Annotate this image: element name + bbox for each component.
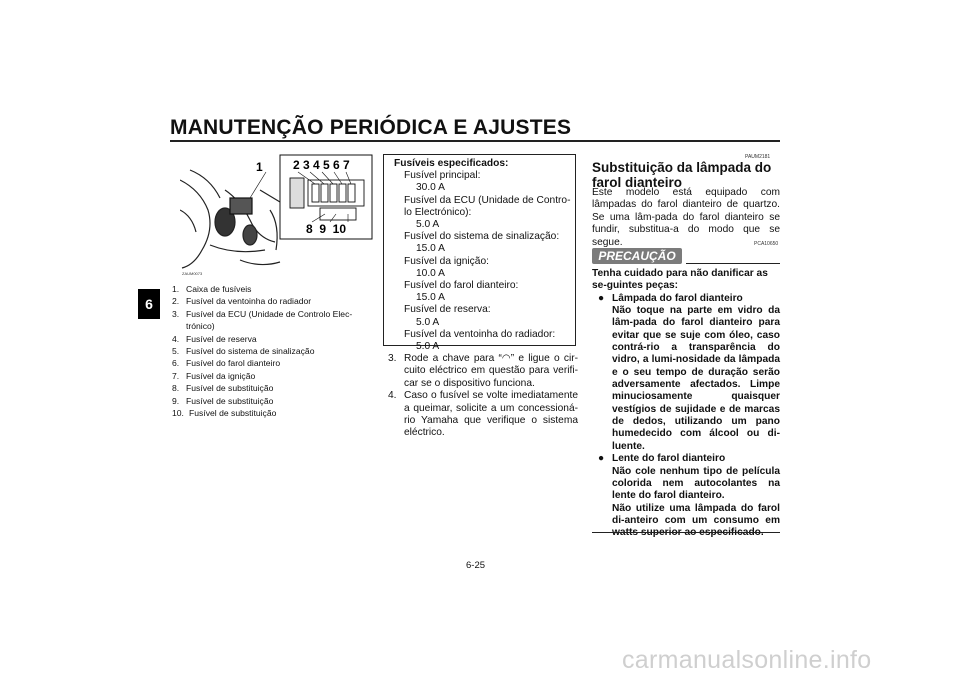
caution-end-rule — [592, 532, 780, 533]
legend-text: Fusível de substituição — [186, 383, 274, 394]
step-text-part: Caso o fusível se volte imediatamente a queimar, solicite a um concessioná-rio Yamaha que verifique o sistema eléctrico. — [404, 390, 578, 439]
spec-label: Fusível da ECU (Unidade de Contro-lo Electrónico): — [404, 194, 571, 218]
callout-bottom-row: 8 9 10 — [306, 222, 347, 236]
caution-bullet-text: Não toque na parte em vidro da lâm-pada do farol dianteiro para evitar que se suje com óleo, caso contrá-rio a transparência do vidro, a lumi-nosidade da lâmpada e o seu tempo de duração serão adversamente afectados. Limpe minuciosamente quaisquer vestígios de sujidade e de marcas de dedos, utilizando um pano humedecido com álcool ou di-luente. — [612, 305, 780, 452]
spec-label: Fusível de reserva: — [404, 304, 491, 316]
legend-item — [172, 345, 372, 357]
legend-number: 1. — [172, 284, 180, 294]
spec-value: 5.0 A — [416, 219, 440, 231]
caution-text — [592, 268, 780, 540]
callout-1: 1 — [256, 160, 263, 174]
chapter-tab: 6 — [138, 289, 160, 319]
step-text — [404, 353, 578, 390]
legend-item — [172, 308, 372, 333]
legend-text: Caixa de fusíveis — [186, 284, 252, 294]
legend-item — [172, 295, 372, 307]
bullet-icon: ● — [598, 292, 605, 304]
legend-item — [172, 370, 372, 382]
legend-number: 8. — [172, 383, 180, 394]
caution-bullet-text: Não cole nenhum tipo de película colorida nem autocolantes na lente do farol dianteiro. — [612, 465, 780, 502]
figure-legend — [172, 283, 372, 419]
legend-text: Fusível da ignição — [186, 370, 256, 381]
page-title: MANUTENÇÃO PERIÓDICA E AJUSTES — [170, 116, 572, 139]
legend-number: 2. — [172, 296, 180, 307]
step-text-part: ” e ligue o cir-cuito eléctrico em questão para verifi-car se o dispositivo funciona. — [404, 353, 579, 389]
legend-text: Fusível de substituição — [189, 408, 277, 419]
legend-text: Fusível da ventoinha do radiador — [186, 296, 312, 307]
legend-text: Fusível de reserva — [186, 333, 257, 344]
legend-text: Fusível de substituição — [186, 395, 274, 406]
legend-item — [172, 333, 372, 345]
fuse-box-figure — [180, 150, 373, 280]
legend-item — [172, 357, 372, 369]
legend-item — [172, 382, 372, 394]
caution-bullet-2 — [592, 453, 780, 465]
caution-bullet-1 — [592, 293, 780, 305]
caution-rule — [686, 263, 780, 264]
legend-text: Fusível do sistema de sinalização — [186, 346, 315, 357]
spec-value: 30.0 A — [416, 182, 445, 194]
spec-label: Fusível da ignição: — [404, 255, 489, 267]
caution-bullet-head: Lâmpada do farol dianteiro — [612, 292, 743, 304]
spec-value: 5.0 A — [416, 341, 440, 353]
legend-number: 3. — [172, 308, 180, 319]
step-number: 3. — [388, 353, 397, 364]
legend-text: Fusível do farol dianteiro — [186, 358, 281, 369]
legend-number: 10. — [172, 408, 184, 419]
legend-number: 6. — [172, 358, 180, 369]
legend-item — [172, 283, 372, 295]
spec-value: 10.0 A — [416, 267, 445, 279]
section-body: Este modelo está equipado com lâmpadas do farol dianteiro de quartzo. Se uma lâm-pada do farol dianteiro se fundir, substitua-a do modo que se segue. — [592, 187, 780, 248]
title-rule — [170, 140, 780, 142]
figure-code: ZAUM0073 — [182, 271, 203, 276]
legend-text: Fusível da ECU (Unidade de Controlo Elec-trónico) — [186, 308, 353, 332]
step-item — [388, 353, 578, 390]
section-code: PAUM2181 — [745, 154, 771, 160]
legend-number: 7. — [172, 370, 180, 381]
legend-number: 4. — [172, 333, 180, 344]
caution-label: PRECAUÇÃO — [592, 248, 682, 264]
caution-bullet-head: Lente do farol dianteiro — [612, 453, 726, 465]
bullet-icon: ● — [598, 453, 605, 465]
spec-label: Fusível da ventoinha do radiador: — [404, 328, 556, 340]
legend-number: 9. — [172, 395, 180, 406]
watermark: carmanualsonline.info — [622, 646, 872, 674]
caution-bullet-text: Não utilize uma lâmpada do farol di-anteiro com um consumo em — [612, 502, 780, 526]
page-number: 6-25 — [466, 560, 486, 571]
spec-value: 15.0 A — [416, 243, 445, 255]
legend-item — [172, 407, 372, 419]
spec-label: Fusível do farol dianteiro: — [404, 280, 519, 292]
caution-code: PCA10650 — [754, 241, 779, 247]
legend-number: 5. — [172, 346, 180, 357]
spec-value: 15.0 A — [416, 292, 445, 304]
steps-list — [388, 353, 578, 440]
step-text-part: Rode a chave para “ — [404, 353, 502, 364]
caution-intro: Tenha cuidado para não danificar as se-guintes peças: — [592, 268, 768, 292]
spec-label: Fusível principal: — [404, 170, 481, 182]
step-item — [388, 390, 578, 440]
spec-items — [394, 170, 575, 353]
section-title: Substituição da lâmpada do farol dianteiro — [592, 160, 772, 190]
step-number: 4. — [388, 390, 397, 402]
spec-value: 5.0 A — [416, 316, 440, 328]
legend-item — [172, 395, 372, 407]
fuse-spec-box — [383, 154, 576, 353]
spec-box-title: Fusíveis especificados: — [394, 158, 509, 169]
spec-label: Fusível do sistema de sinalização: — [404, 231, 560, 243]
key-on-icon: ◠ — [501, 353, 511, 364]
callout-top-row: 2 3 4 5 6 7 — [293, 158, 350, 172]
step-text — [404, 390, 578, 440]
